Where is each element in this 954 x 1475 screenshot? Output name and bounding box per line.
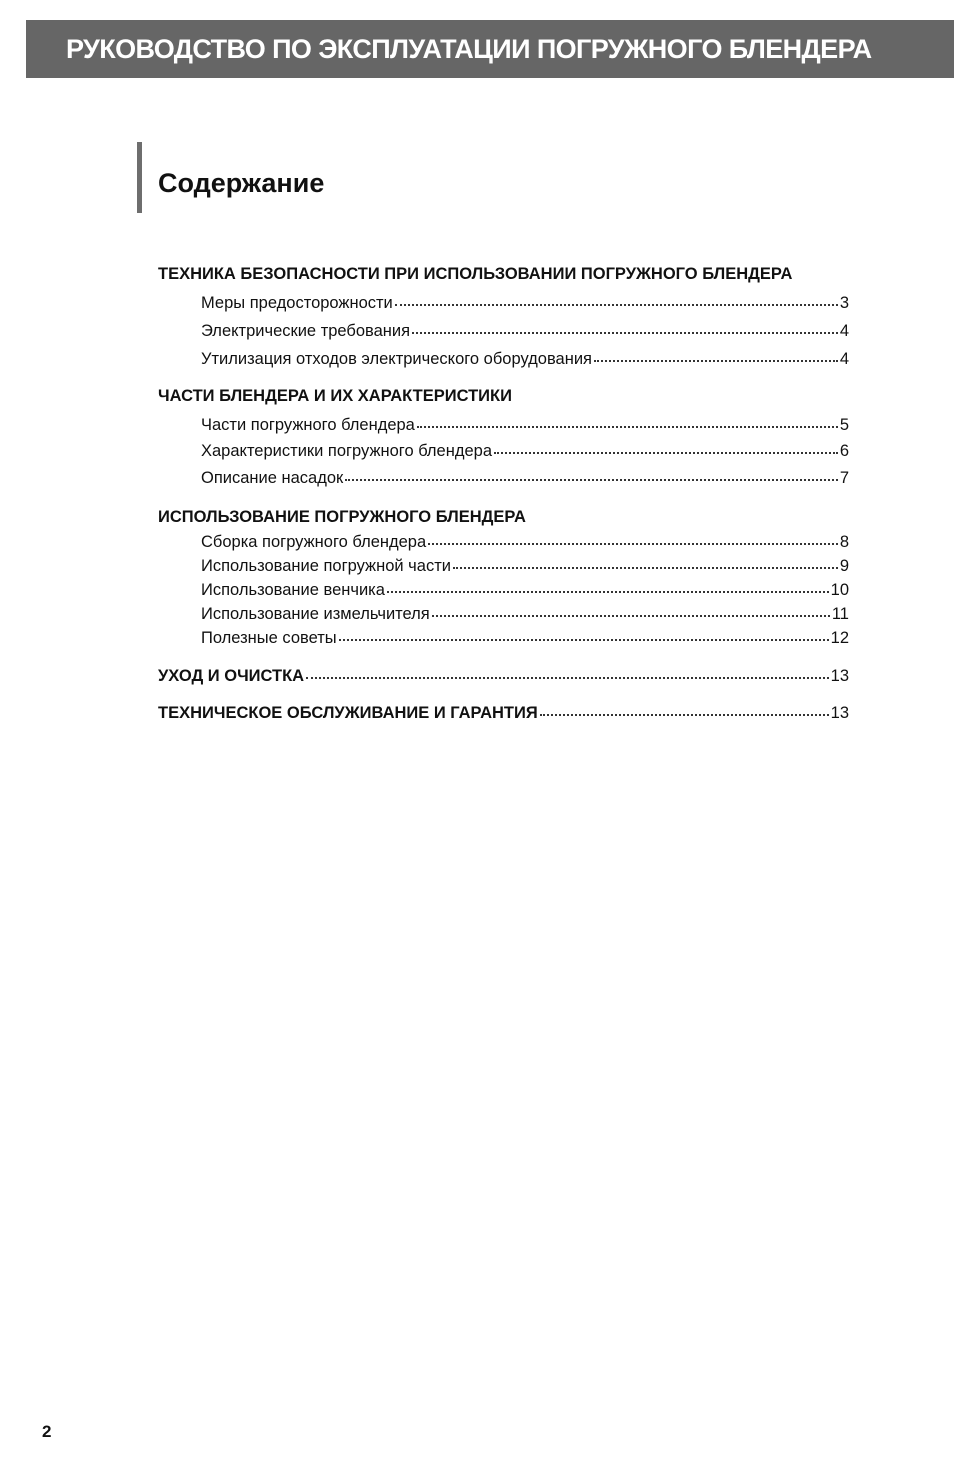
toc-item-label: Сборка погружного блендера: [201, 533, 427, 551]
dot-leader: [494, 448, 838, 454]
toc-section-page: 13: [830, 704, 849, 722]
toc-section-title: УХОД И ОЧИСТКА: [158, 667, 305, 685]
toc-item-label: Описание насадок: [201, 469, 344, 487]
toc-section-title: ТЕХНИКА БЕЗОПАСНОСТИ ПРИ ИСПОЛЬЗОВАНИИ ПОГРУЖНОГО БЛЕНДЕРА: [158, 265, 793, 283]
page-number: 2: [42, 1422, 52, 1441]
toc-section-warranty[interactable]: [158, 702, 849, 724]
contents-title: Содержание: [158, 168, 325, 198]
toc-item[interactable]: [201, 348, 849, 370]
toc-section-page: 13: [830, 667, 849, 685]
dot-leader: [432, 611, 830, 617]
toc-item-label: Полезные советы: [201, 629, 337, 647]
toc-item[interactable]: [201, 531, 849, 553]
toc-item[interactable]: [201, 414, 849, 436]
toc-item-label: Меры предосторожности: [201, 294, 393, 312]
toc-section-usage[interactable]: [158, 506, 849, 528]
toc-item-label: Утилизация отходов электрического оборудования: [201, 350, 592, 368]
toc-item[interactable]: [201, 292, 849, 314]
toc-section-title: ЧАСТИ БЛЕНДЕРА И ИХ ХАРАКТЕРИСТИКИ: [158, 387, 512, 405]
toc-item[interactable]: [201, 440, 849, 462]
toc-section-title: ИСПОЛЬЗОВАНИЕ ПОГРУЖНОГО БЛЕНДЕРА: [158, 508, 526, 526]
dot-leader: [412, 328, 838, 334]
toc-section-title: ТЕХНИЧЕСКОЕ ОБСЛУЖИВАНИЕ И ГАРАНТИЯ: [158, 704, 538, 722]
toc-item-label: Характеристики погружного блендера: [201, 442, 493, 460]
toc-item[interactable]: [201, 603, 849, 625]
toc-section-care[interactable]: [158, 665, 849, 687]
toc-item-label: Части погружного блендера: [201, 416, 415, 434]
dot-leader: [387, 587, 829, 593]
toc-item-page: 11: [831, 605, 849, 623]
dot-leader: [339, 635, 829, 641]
dot-leader: [395, 300, 838, 306]
toc-section-parts[interactable]: [158, 385, 849, 407]
toc-item-page: 12: [830, 629, 849, 647]
toc-item-label: Использование измельчителя: [201, 605, 430, 623]
dot-leader: [453, 563, 838, 569]
toc-item[interactable]: [201, 467, 849, 489]
toc-item-page: 9: [839, 557, 849, 575]
toc-item-page: 5: [839, 416, 849, 434]
toc-item[interactable]: [201, 320, 849, 342]
dot-leader: [594, 356, 838, 362]
toc-item-page: 7: [839, 469, 849, 487]
toc-item-page: 8: [839, 533, 849, 551]
toc-item[interactable]: [201, 579, 849, 601]
toc-item-page: 3: [839, 294, 849, 312]
dot-leader: [345, 475, 838, 481]
toc-item-page: 10: [830, 581, 849, 599]
toc-item-page: 4: [839, 322, 849, 340]
toc-item[interactable]: [201, 555, 849, 577]
toc-item-page: 4: [839, 350, 849, 368]
dot-leader: [417, 422, 838, 428]
toc-section-safety[interactable]: [158, 263, 849, 285]
toc-item-label: Использование погружной части: [201, 557, 451, 575]
header-title: РУКОВОДСТВО ПО ЭКСПЛУАТАЦИИ ПОГРУЖНОГО БЛЕНДЕРА: [66, 34, 872, 64]
dot-leader: [428, 539, 838, 545]
toc-item[interactable]: [201, 627, 849, 649]
dot-leader: [540, 710, 829, 716]
toc-item-page: 6: [839, 442, 849, 460]
dot-leader: [306, 673, 829, 679]
toc-item-label: Использование венчика: [201, 581, 385, 599]
toc-item-label: Электрические требования: [201, 322, 411, 340]
